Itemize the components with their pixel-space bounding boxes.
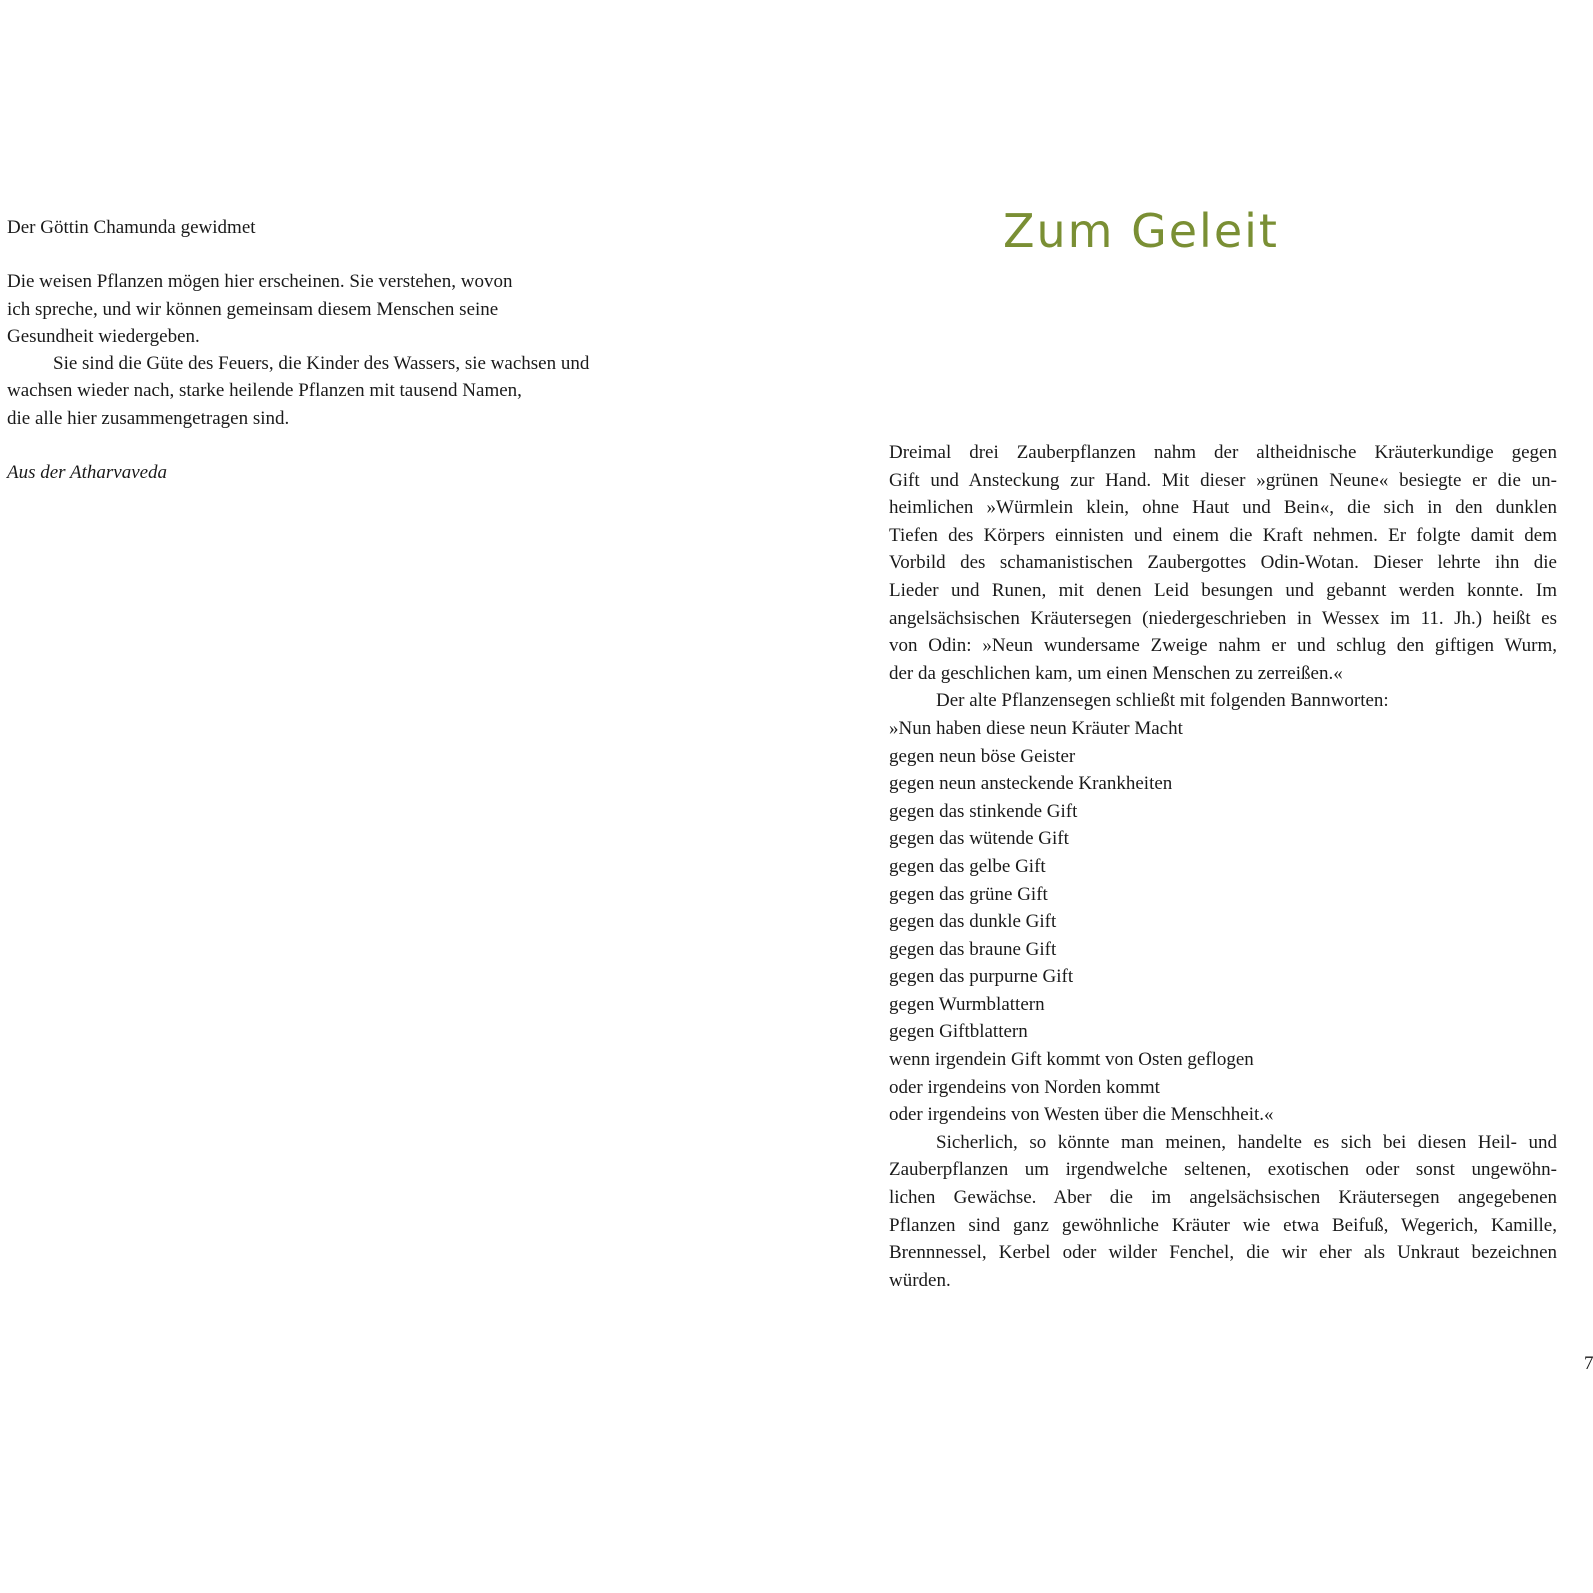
verse-line: gegen das gelbe Gift xyxy=(889,855,1046,877)
quote-line: wachsen wieder nach, starke heilende Pflanzen mit tausend Namen, xyxy=(7,380,522,402)
chapter-title: Zum Geleit xyxy=(1003,204,1279,258)
verse-intro: Der alte Pflanzensegen schließt mit folgenden Bannworten: xyxy=(936,690,1389,712)
body-line: heimlichen »Würmlein klein, ohne Haut und Bein«, die sich in den dunklen xyxy=(889,497,1557,519)
quote-source: Aus der Atharvaveda xyxy=(7,462,168,484)
verse-line: gegen das braune Gift xyxy=(889,938,1057,960)
body-line: der da geschlichen kam, um einen Menschen zu zerreißen.« xyxy=(889,662,1343,684)
verse-line: gegen neun ansteckende Krankheiten xyxy=(889,773,1173,795)
body-line: Pflanzen sind ganz gewöhnliche Kräuter wie etwa Beifuß, Wegerich, Kamille, xyxy=(889,1214,1557,1236)
body-line: Gift und Ansteckung zur Hand. Mit dieser »grünen Neune« besiegte er die un- xyxy=(889,469,1557,491)
verse-line: gegen das grüne Gift xyxy=(889,883,1048,905)
quote-line: Die weisen Pflanzen mögen hier erscheinen. Sie verstehen, wovon xyxy=(7,271,513,293)
bannworte-verse xyxy=(889,715,1557,1129)
verse-line: gegen das stinkende Gift xyxy=(889,800,1078,822)
quote-line: Sie sind die Güte des Feuers, die Kinder des Wassers, sie wachsen und xyxy=(53,353,590,375)
body-line: würden. xyxy=(889,1269,951,1291)
quote-line: Gesundheit wiedergeben. xyxy=(7,325,200,347)
body-line: angelsächsischen Kräutersegen (niedergeschrieben in Wessex im 11. Jh.) heißt es xyxy=(889,607,1557,629)
body-line: lichen Gewächse. Aber die im angelsächsischen Kräutersegen angegebenen xyxy=(889,1187,1557,1209)
verse-line: gegen das dunkle Gift xyxy=(889,911,1057,933)
verse-line: wenn irgendein Gift kommt von Osten geflogen xyxy=(889,1049,1254,1071)
verse-line: oder irgendeins von Westen über die Menschheit.« xyxy=(889,1104,1274,1126)
paragraph-2 xyxy=(889,1129,1557,1295)
verse-line: gegen Wurmblattern xyxy=(889,993,1045,1015)
body-line: Lieder und Runen, mit denen Leid besungen und gebannt werden konnte. Im xyxy=(889,579,1557,601)
body-line: Sicherlich, so könnte man meinen, handelte es sich bei diesen Heil- und xyxy=(936,1131,1557,1153)
dedication: Der Göttin Chamunda gewidmet xyxy=(7,217,256,238)
verse-line: gegen das purpurne Gift xyxy=(889,966,1074,988)
body-line: Brennnessel, Kerbel oder wilder Fenchel, die wir eher als Unkraut bezeichnen xyxy=(889,1242,1557,1264)
left-page xyxy=(7,214,647,486)
verse-line: gegen neun böse Geister xyxy=(889,745,1076,767)
body-line: Tiefen des Körpers einnisten und einem die Kraft nehmen. Er folgte damit dem xyxy=(889,524,1557,546)
body-line: Vorbild des schamanistischen Zaubergottes Odin-Wotan. Dieser lehrte ihn die xyxy=(889,552,1557,574)
body-line: von Odin: »Neun wundersame Zweige nahm er und schlug den giftigen Wurm, xyxy=(889,635,1557,657)
body-line: Zauberpflanzen um irgendwelche seltenen, exotischen oder sonst ungewöhn- xyxy=(889,1159,1557,1181)
quote-line: die alle hier zusammengetragen sind. xyxy=(7,407,290,429)
atharvaveda-quote xyxy=(7,268,647,432)
body-line: Dreimal drei Zauberpflanzen nahm der altheidnische Kräuterkundige gegen xyxy=(889,442,1557,463)
verse-line: gegen Giftblattern xyxy=(889,1021,1028,1043)
verse-line: oder irgendeins von Norden kommt xyxy=(889,1076,1160,1098)
quote-line: ich spreche, und wir können gemeinsam diesem Menschen seine xyxy=(7,298,499,320)
verse-line: gegen das wütende Gift xyxy=(889,828,1069,850)
page-number: 7 xyxy=(1584,1353,1593,1374)
right-page-body xyxy=(889,439,1557,1294)
paragraph-1 xyxy=(889,439,1557,687)
verse-line: »Nun haben diese neun Kräuter Macht xyxy=(889,717,1183,739)
